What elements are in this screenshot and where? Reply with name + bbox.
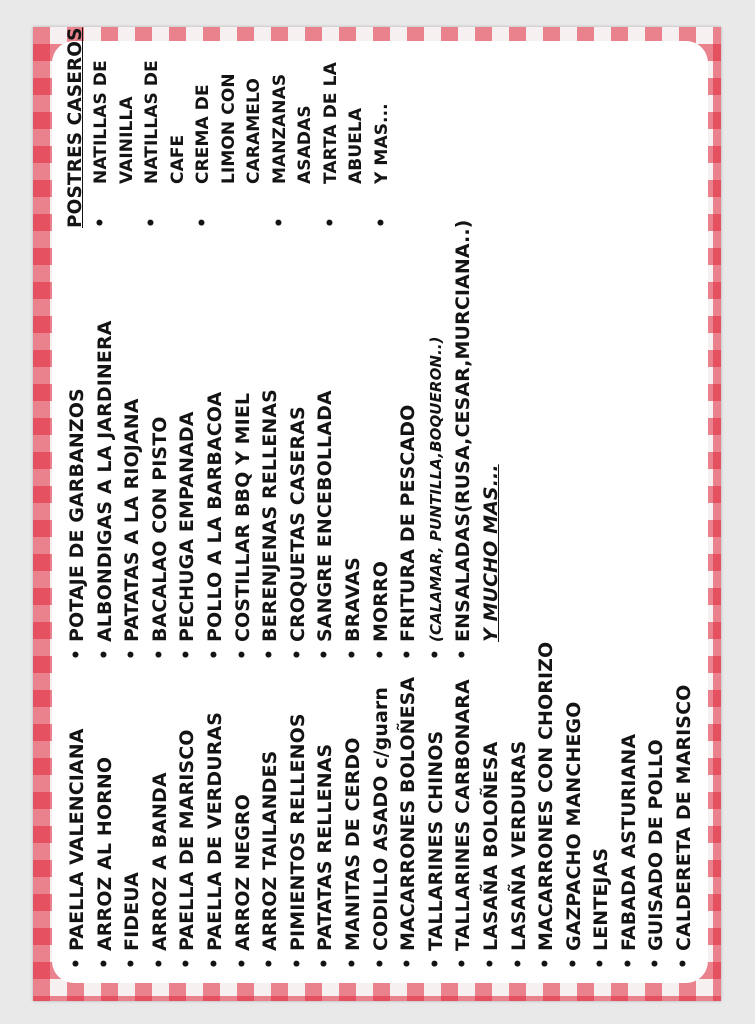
menu-item: • ARROZ TAILANDES xyxy=(257,642,285,969)
menu-item: • MANITAS DE CERDO xyxy=(340,642,368,969)
menu-item: • LASAÑA BOLOÑESA xyxy=(478,642,506,969)
menu-item: • PAELLA VALENCIANA xyxy=(64,642,92,969)
menu-item: • FABADA ASTURIANA xyxy=(616,642,644,969)
much-more-text: Y MUCHO MAS... xyxy=(479,464,502,642)
menu-item: • COSTILLAR BBQ Y MIEL xyxy=(230,220,258,660)
dessert-item: • NATILLAS DE VAINILLA xyxy=(89,48,140,228)
desserts-heading: POSTRES CASEROS xyxy=(65,27,86,228)
menu-item: • PATATAS RELLENAS xyxy=(312,642,340,969)
menu-item: • MACARRONES BOLOÑESA xyxy=(395,642,423,969)
menu-item: • PECHUGA EMPANADA xyxy=(174,220,202,660)
desserts-column xyxy=(64,27,395,228)
menu-item: • MACARRONES CON CHORIZO xyxy=(533,642,561,969)
menu-item: • CROQUETAS CASERAS xyxy=(285,220,313,660)
menu-item: • SANGRE ENCEBOLLADA xyxy=(312,220,340,660)
menu-item: • ARROZ A BANDA xyxy=(147,642,175,969)
dessert-item: • Y MAS... xyxy=(370,48,396,228)
menu-item: • TALLARINES CHINOS xyxy=(423,642,451,969)
salads-item: • ENSALADAS(RUSA,CESAR,MURCIANA..) xyxy=(450,220,478,660)
menu-item: • FIDEUA xyxy=(119,642,147,969)
menu-item: • POLLO A LA BARBACOA xyxy=(202,220,230,660)
menu-item: • BERENJENAS RELLENAS xyxy=(257,220,285,660)
main-dishes-column xyxy=(64,642,699,969)
menu-item: • ARROZ AL HORNO xyxy=(92,642,120,969)
menu-item: • PATATAS A LA RIOJANA xyxy=(119,220,147,660)
menu-item: • PAELLA DE VERDURAS xyxy=(202,642,230,969)
second-dishes-column xyxy=(64,220,506,660)
menu-item: • LASAÑA VERDURAS xyxy=(506,642,534,969)
menu-item: • BRAVAS xyxy=(340,220,368,660)
dessert-item: • NATILLAS DE CAFE xyxy=(140,48,191,228)
fritura-note: • (CALAMAR, PUNTILLA,BOQUERON..) xyxy=(423,220,451,660)
menu-item: • POTAJE DE GARBANZOS xyxy=(64,220,92,660)
dessert-item: • TARTA DE LA ABUELA xyxy=(319,48,370,228)
menu-content xyxy=(52,27,708,983)
menu-item: • CALDERETA DE MARISCO xyxy=(671,642,699,969)
menu-item: • LENTEJAS xyxy=(588,642,616,969)
menu-item: • PAELLA DE MARISCO xyxy=(174,642,202,969)
menu-item: • FRITURA DE PESCADO xyxy=(395,220,423,660)
menu-item: • CODILLO ASADO c/guarn xyxy=(368,642,396,969)
menu-card xyxy=(52,27,708,983)
menu-item: • GAZPACHO MANCHEGO xyxy=(561,642,589,969)
menu-item: • PIMIENTOS RELLENOS xyxy=(285,642,313,969)
menu-item: • ARROZ NEGRO xyxy=(230,642,258,969)
menu-item: • ALBONDIGAS A LA JARDINERA xyxy=(92,220,120,660)
dessert-item: • CREMA DE LIMON CON CARAMELO xyxy=(191,48,268,228)
menu-item: • MORRO xyxy=(368,220,396,660)
dessert-item: • MANZANAS ASADAS xyxy=(268,48,319,228)
menu-item: • GUISADO DE POLLO xyxy=(643,642,671,969)
menu-item: • TALLARINES CARBONARA xyxy=(450,642,478,969)
menu-item: • BACALAO CON PISTO xyxy=(147,220,175,660)
